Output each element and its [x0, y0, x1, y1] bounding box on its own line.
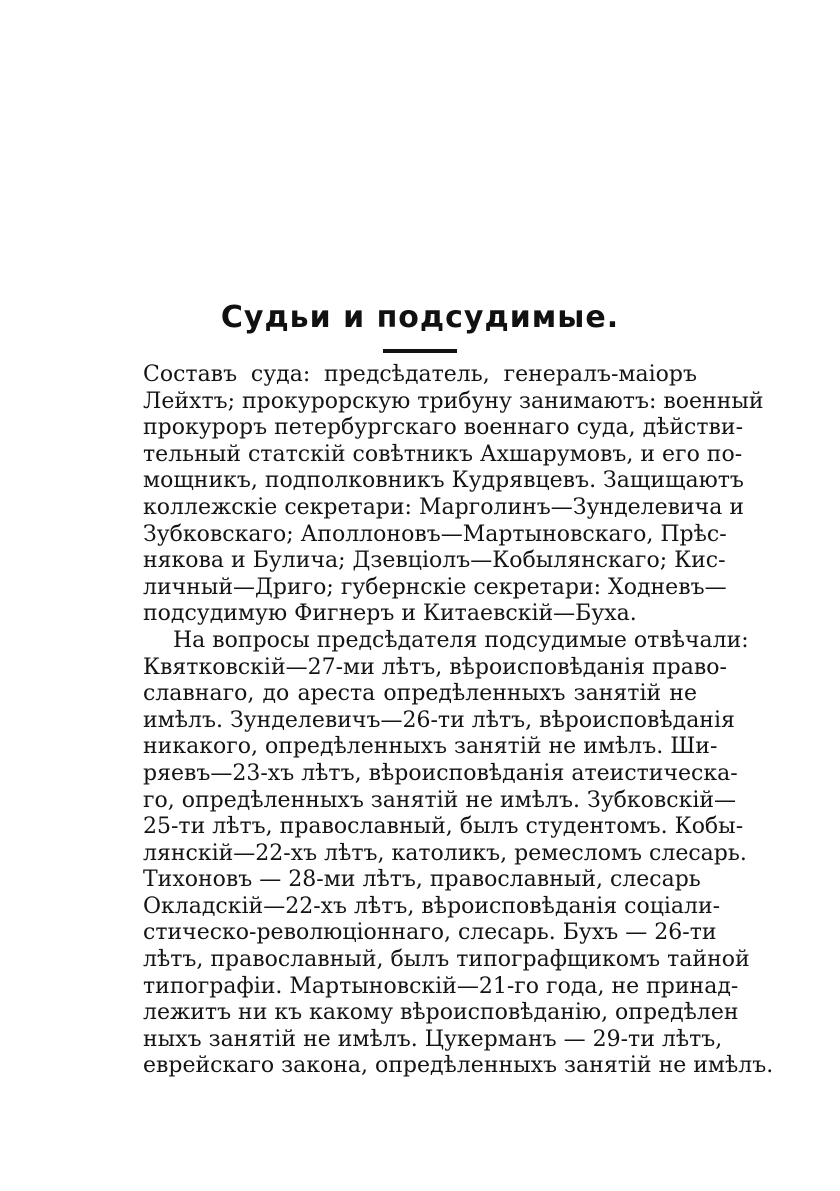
text-line: типографіи. Мартыновскій—21-го года, не принад- [143, 973, 739, 999]
text-line: мощникъ, подполковникъ Кудрявцевъ. Защищаютъ [143, 468, 744, 494]
title-rule-divider [383, 349, 457, 353]
text-line: имѣлъ. Зунделевичъ—26-ти лѣтъ, вѣроисповѣданія [143, 707, 735, 733]
text-line: Составъ суда: предсѣдатель, генералъ-маіоръ [143, 362, 697, 387]
text-line: подсудимую Фигнеръ и Китаевскій—Буха. [143, 601, 637, 627]
text-line: На вопросы предсѣдателя подсудимые отвѣчали: [173, 627, 749, 653]
text-line: Окладскій—22-хъ лѣтъ, вѣроисповѣданія соціали- [143, 893, 721, 919]
text-line: Тихоновъ — 28-ми лѣтъ, православный, слесарь [143, 867, 701, 893]
body-text [143, 362, 774, 1080]
text-line: стическо-революціоннаго, слесарь. Бухъ — 26-ти [143, 920, 717, 946]
text-line: тельный статскій совѣтникъ Ахшарумовъ, и его по- [143, 441, 743, 467]
text-line: прокуроръ петербургскаго военнаго суда, дѣйстви- [143, 415, 744, 441]
text-line: лѣтъ, православный, былъ типографщикомъ тайной [143, 947, 750, 973]
text-line: 25-ти лѣтъ, православный, былъ студентомъ. Кобы- [143, 814, 744, 840]
text-line: Зубковскаго; Аполлоновъ—Мартыновскаго, Прѣс- [143, 521, 727, 547]
text-line: някова и Булича; Дзевціолъ—Кобылянскаго; Кис- [143, 548, 726, 574]
text-line: ряевъ—23-хъ лѣтъ, вѣроисповѣданія атеистическа- [143, 760, 738, 786]
text-line: никакого, опредѣленныхъ занятій не имѣлъ. Ши- [143, 734, 718, 760]
text-line: еврейскаго закона, опредѣленныхъ занятій не имѣлъ. [143, 1053, 774, 1079]
text-line: личный—Дриго; губернскіе секретари: Ходневъ— [143, 574, 727, 600]
text-line: лянскій—22-хъ лѣтъ, католикъ, ремесломъ слесарь. [143, 840, 747, 866]
section-title: Судьи и подсудимые. [220, 300, 620, 335]
text-line: Лейхтъ; прокурорскую трибуну занимаютъ: военный [143, 388, 764, 414]
text-line: ныхъ занятій не имѣлъ. Цукерманъ — 29-ти лѣтъ, [143, 1026, 723, 1052]
text-line: Квятковскій—27-ми лѣтъ, вѣроисповѣданія право- [143, 654, 727, 680]
text-line: го, опредѣленныхъ занятій не имѣлъ. Зубковскій— [143, 787, 737, 813]
text-line: лежитъ ни къ какому вѣроисповѣданію, опредѣлен [143, 1000, 739, 1026]
text-line: коллежскіе секретари: Марголинъ—Зунделевича и [143, 494, 744, 520]
text-line: славнаго, до ареста опредѣленныхъ занятій не [143, 681, 697, 707]
